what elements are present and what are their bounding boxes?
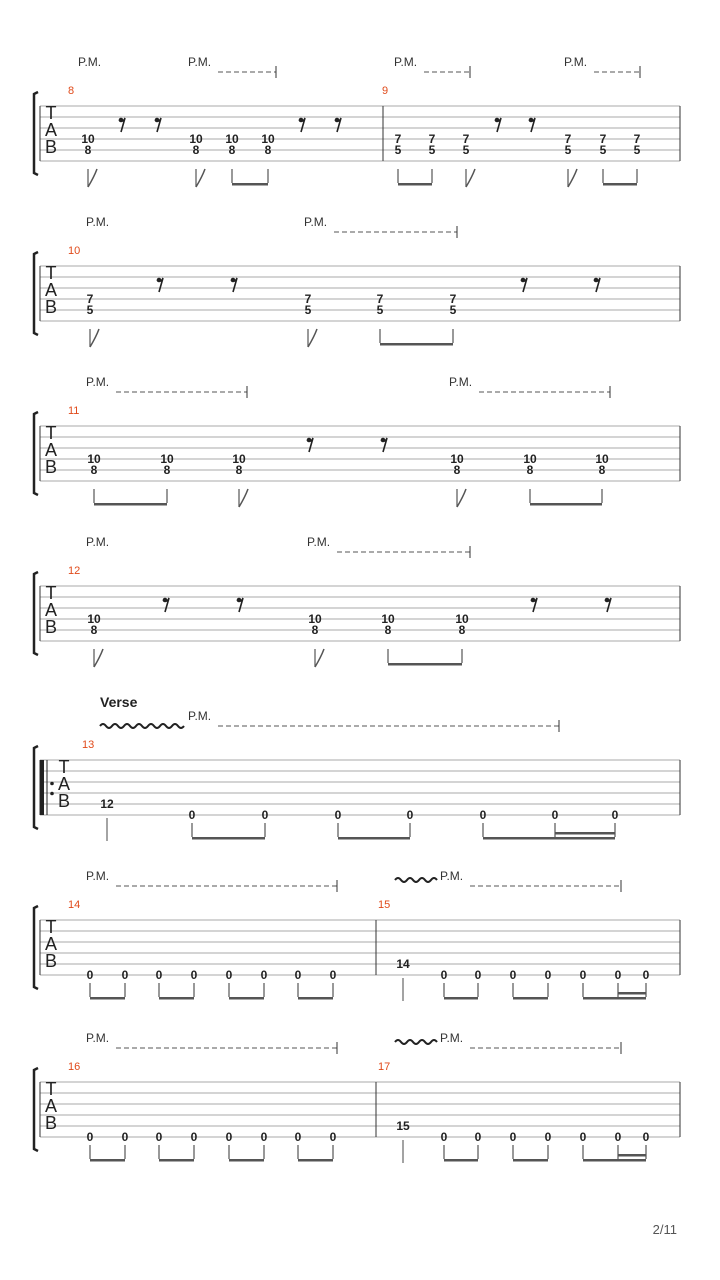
note-beam [444,997,478,1000]
palm-mute-label: P.M. [86,1031,110,1045]
system-bracket [34,412,38,495]
tab-clef-letter: B [44,1113,58,1133]
measure-number: 11 [68,405,80,417]
note-beam [90,1159,125,1162]
palm-mute-label: P.M. [304,215,328,229]
fret-number: 10 [189,132,203,146]
tab-clef-letter: T [45,917,57,937]
fret-number: 10 [160,452,174,466]
eighth-flag [196,169,205,187]
system-bracket [34,1068,38,1151]
note-beam [483,837,615,840]
note-beam [94,503,167,506]
note-beam [513,997,548,1000]
palm-mute-label: P.M. [86,869,110,883]
palm-mute-label: P.M. [188,709,212,723]
tab-clef-letter: T [45,423,57,443]
system-bracket [34,906,38,989]
fret-number: 0 [579,1130,587,1144]
fret-number: 7 [376,292,384,306]
fret-number: 5 [304,303,312,317]
fret-number: 7 [86,292,94,306]
tab-clef-letter: B [57,791,71,811]
fret-number: 7 [633,132,641,146]
fret-number: 0 [155,968,163,982]
sixteenth-beam [555,832,615,835]
fret-number: 10 [81,132,95,146]
fret-number: 0 [474,1130,482,1144]
tab-clef-letter: B [44,617,58,637]
tab-clef-letter: A [44,1096,58,1116]
eighth-flag [88,169,97,187]
tab-clef-letter: B [44,951,58,971]
fret-number: 7 [449,292,457,306]
fret-number: 7 [394,132,402,146]
fret-number: 10 [450,452,464,466]
note-beam [298,1159,333,1162]
fret-number: 5 [633,143,641,157]
measure-number: 12 [68,565,81,577]
note-beam [398,183,432,186]
fret-number: 7 [564,132,572,146]
fret-number: 0 [579,968,587,982]
tab-clef-letter: A [44,120,58,140]
fret-number: 8 [192,143,200,157]
eighth-flag [466,169,475,187]
sixteenth-beam [618,1154,646,1157]
fret-number: 0 [121,968,129,982]
fret-number: 0 [551,808,559,822]
fret-number: 8 [264,143,272,157]
measure-number: 10 [68,245,81,257]
fret-number: 8 [598,463,606,477]
section-wavy-line [100,724,184,728]
eighth-flag [94,649,103,667]
repeat-dot [50,792,54,796]
fret-number: 8 [526,463,534,477]
tab-clef-letter: T [58,757,70,777]
fret-number: 10 [261,132,275,146]
fret-number: 0 [614,968,622,982]
fret-number: 8 [90,463,98,477]
fret-number: 0 [440,968,448,982]
fret-number: 10 [232,452,246,466]
palm-mute-label: P.M. [86,375,110,389]
tab-clef-letter: B [44,297,58,317]
fret-number: 0 [406,808,414,822]
palm-mute-label: P.M. [78,55,102,69]
fret-number: 7 [304,292,312,306]
fret-number: 0 [188,808,196,822]
note-beam [338,837,410,840]
vibrato-wavy-line [395,1040,437,1044]
measure-number: 8 [68,85,75,97]
fret-number: 8 [384,623,392,637]
fret-number: 0 [642,968,650,982]
tab-clef-letter: A [44,440,58,460]
tab-clef-letter: T [45,583,57,603]
fret-number: 10 [381,612,395,626]
measure-number: 15 [378,899,391,911]
fret-number: 10 [523,452,537,466]
fret-number: 10 [455,612,469,626]
fret-number: 0 [440,1130,448,1144]
fret-number: 0 [261,808,269,822]
eighth-flag [315,649,324,667]
system-bracket [34,252,38,335]
system-bracket [34,572,38,655]
system-bracket [34,92,38,175]
eighth-flag [239,489,248,507]
fret-number: 5 [449,303,457,317]
palm-mute-label: P.M. [307,535,331,549]
palm-mute-label: P.M. [440,1031,464,1045]
tab-clef-letter: A [57,774,71,794]
note-beam [388,663,462,666]
palm-mute-label: P.M. [394,55,418,69]
note-beam [583,997,646,1000]
fret-number: 5 [86,303,94,317]
fret-number: 0 [86,968,94,982]
fret-number: 0 [260,968,268,982]
eighth-flag [568,169,577,187]
tab-clef-letter: A [44,934,58,954]
palm-mute-label: P.M. [449,375,473,389]
measure-number: 17 [378,1061,391,1073]
fret-number: 0 [479,808,487,822]
note-beam [380,343,453,346]
note-beam [90,997,125,1000]
note-beam [232,183,268,186]
fret-number: 5 [376,303,384,317]
fret-number: 0 [509,968,517,982]
eighth-flag [90,329,99,347]
tab-clef-letter: A [44,280,58,300]
fret-number: 0 [329,968,337,982]
fret-number: 0 [190,1130,198,1144]
fret-number: 0 [225,968,233,982]
tab-clef-letter: T [45,1079,57,1099]
fret-number: 7 [462,132,470,146]
note-beam [513,1159,548,1162]
fret-number: 8 [311,623,319,637]
note-beam [444,1159,478,1162]
fret-number: 8 [235,463,243,477]
fret-number: 10 [87,452,101,466]
fret-number: 0 [155,1130,163,1144]
fret-number: 0 [509,1130,517,1144]
palm-mute-label: P.M. [188,55,212,69]
fret-number: 0 [544,968,552,982]
fret-number: 0 [611,808,619,822]
repeat-start-thick-bar [40,760,44,815]
palm-mute-label: P.M. [564,55,588,69]
fret-number: 0 [260,1130,268,1144]
fret-number: 5 [394,143,402,157]
note-beam [603,183,637,186]
fret-number: 10 [225,132,239,146]
tab-clef-letter: B [44,137,58,157]
note-beam [530,503,602,506]
fret-number: 0 [329,1130,337,1144]
note-beam [229,1159,264,1162]
measure-number: 9 [382,85,389,97]
repeat-dot [50,782,54,786]
fret-number: 0 [86,1130,94,1144]
fret-number: 0 [225,1130,233,1144]
tab-clef-letter: B [44,457,58,477]
tab-clef-letter: A [44,600,58,620]
fret-number: 8 [163,463,171,477]
measure-number: 13 [82,739,95,751]
note-beam [192,837,265,840]
tab-clef-letter: T [45,263,57,283]
fret-number: 8 [453,463,461,477]
measure-number: 14 [68,899,81,911]
fret-number: 10 [87,612,101,626]
fret-number: 8 [228,143,236,157]
fret-number: 10 [595,452,609,466]
note-beam [583,1159,646,1162]
fret-number: 12 [100,797,114,811]
fret-number: 0 [642,1130,650,1144]
measure-number: 16 [68,1061,81,1073]
tab-clef-letter: T [45,103,57,123]
fret-number: 7 [599,132,607,146]
palm-mute-label: P.M. [440,869,464,883]
palm-mute-label: P.M. [86,535,110,549]
fret-number: 8 [458,623,466,637]
fret-number: 0 [614,1130,622,1144]
fret-number: 0 [294,1130,302,1144]
sixteenth-beam [618,992,646,995]
eighth-flag [457,489,466,507]
fret-number: 5 [428,143,436,157]
fret-number: 5 [599,143,607,157]
note-beam [298,997,333,1000]
fret-number: 8 [84,143,92,157]
fret-number: 0 [121,1130,129,1144]
system-bracket [34,746,38,829]
fret-number: 7 [428,132,436,146]
vibrato-wavy-line [395,878,437,882]
note-beam [159,997,194,1000]
fret-number: 15 [396,1119,410,1133]
fret-number: 0 [474,968,482,982]
page-number: 2/11 [652,1222,677,1237]
note-beam [159,1159,194,1162]
palm-mute-label: P.M. [86,215,110,229]
section-label: Verse [100,694,138,710]
fret-number: 0 [190,968,198,982]
fret-number: 5 [564,143,572,157]
fret-number: 14 [396,957,410,971]
fret-number: 10 [308,612,322,626]
fret-number: 0 [294,968,302,982]
fret-number: 8 [90,623,98,637]
note-beam [229,997,264,1000]
fret-number: 0 [544,1130,552,1144]
fret-number: 5 [462,143,470,157]
fret-number: 0 [334,808,342,822]
eighth-flag [308,329,317,347]
